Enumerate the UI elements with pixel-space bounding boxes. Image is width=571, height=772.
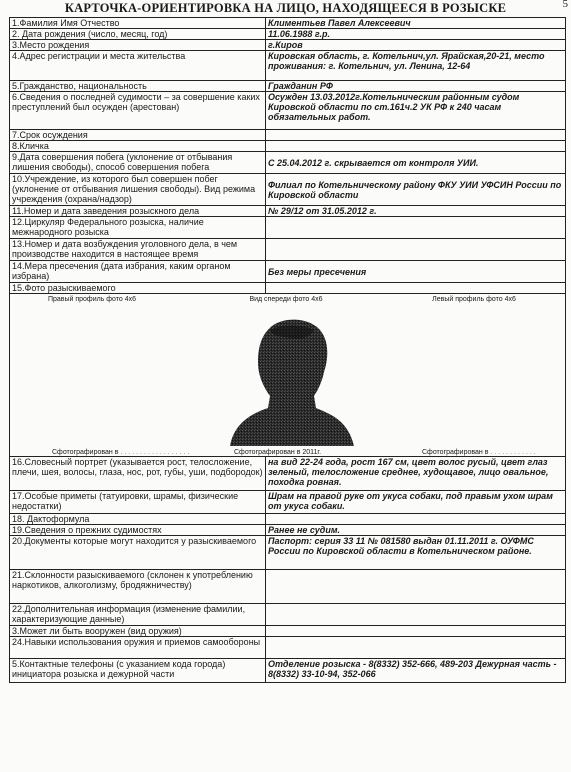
- front-view-label: Вид спереди фото 4х6: [249, 296, 323, 303]
- row-label: 10.Учреждение, из которого был совершен побег (уклонение от отбывания лишения свободы). Вид режима учреждения (охрана/надзор): [10, 174, 266, 206]
- row-label: 18. Дактоформула: [10, 514, 266, 525]
- table-row: [10, 141, 566, 152]
- row-value: [266, 626, 566, 637]
- row-label: 14.Мера пресечения (дата избрания, каким органом избрана): [10, 261, 266, 283]
- row-label: 5.Гражданство, национальность: [10, 81, 266, 92]
- row-value: на вид 22-24 года, рост 167 см, цвет волос русый, цвет глаз зеленый, телосложение среднее, худощавое, лицо овальное, походка ровная.: [266, 457, 566, 491]
- right-profile-caption: [52, 448, 191, 457]
- table-row: [10, 92, 566, 130]
- table-row: [10, 514, 566, 525]
- right-profile-label: Правый профиль фото 4х6: [47, 296, 137, 303]
- photo-row: [10, 294, 566, 457]
- left-profile-caption: [422, 448, 538, 457]
- row-value: [266, 130, 566, 141]
- row-value: Отделение розыска - 8(8332) 352-666, 489-203 Дежурная часть - 8(8332) 33-10-94, 352-066: [266, 659, 566, 683]
- row-label: 2. Дата рождения (число, месяц, год): [10, 29, 266, 40]
- table-row: [10, 457, 566, 491]
- table-row: [10, 637, 566, 659]
- row-value: 11.06.1988 г.р.: [266, 29, 566, 40]
- table-row: [10, 283, 566, 294]
- row-label: 13.Номер и дата возбуждения уголовного дела, в чем производстве находится в настоящее время: [10, 239, 266, 261]
- row-label: 12.Циркуляр Федерального розыска, наличие межнародного розыска: [10, 217, 266, 239]
- table-row: [10, 659, 566, 683]
- row-value: [266, 514, 566, 525]
- row-value: [266, 283, 566, 294]
- row-label: 21.Склонности разыскиваемого (склонен к употреблению наркотиков, алкоголизму, бродяжничеству): [10, 570, 266, 604]
- row-label: 22.Дополнительная информация (изменение фамилии, характеризующие данные): [10, 604, 266, 626]
- row-value: Филиал по Котельническому району ФКУ УИИ УФСИН России по Кировской области: [266, 174, 566, 206]
- row-label: 16.Словесный портрет (указывается рост, телосложение, плечи, шея, волосы, глаза, нос, рот, губы, уши, подбородок): [10, 457, 266, 491]
- table-row: [10, 217, 566, 239]
- caption-text: Сфотографирован в: [52, 449, 119, 456]
- table-row: [10, 29, 566, 40]
- row-value: Без меры пресечения: [266, 261, 566, 283]
- wanted-card-table: [9, 17, 566, 683]
- row-value: [266, 217, 566, 239]
- row-value: Ранее не судим.: [266, 525, 566, 536]
- table-row: [10, 18, 566, 29]
- row-value: Кировская область, г. Котельнич,ул. Ярайская,20-21, место проживания: г. Котельнич, ул. Ленина, 12-64: [266, 51, 566, 81]
- row-label: 7.Срок осуждения: [10, 130, 266, 141]
- left-profile-label: Левый профиль фото 4х6: [432, 296, 516, 303]
- row-value: [266, 637, 566, 659]
- table-row: [10, 81, 566, 92]
- table-row: [10, 130, 566, 141]
- document-title: КАРТОЧКА-ОРИЕНТИРОВКА НА ЛИЦО, НАХОДЯЩЕЕСЯ В РОЗЫСКЕ: [64, 1, 507, 15]
- row-label: 3.Место рождения: [10, 40, 266, 51]
- row-label: 4.Адрес регистрации и места жительства: [10, 51, 266, 81]
- table-row: [10, 174, 566, 206]
- row-value: [266, 604, 566, 626]
- row-value: [266, 570, 566, 604]
- row-value: Осужден 13.03.2012г.Котельническим районным судом Кировской области по ст.161ч.2 УК РФ к 240 часам обязательных работ.: [266, 92, 566, 130]
- row-value: № 29/12 от 31.05.2012 г.: [266, 206, 566, 217]
- row-label: 9.Дата совершения побега (уклонение от отбывания лишения свободы), способ совершения побега: [10, 152, 266, 174]
- row-label: 17.Особые приметы (татуировки, шрамы, физические недостатки): [10, 491, 266, 514]
- row-value: Шрам на правой руке от укуса собаки, под правым ухом шрам от укуса собаки.: [266, 491, 566, 514]
- row-value: [266, 239, 566, 261]
- row-label: 8.Кличка: [10, 141, 266, 152]
- table-row: [10, 51, 566, 81]
- row-label: 24.Навыки использования оружия и приемов самообороны: [10, 637, 266, 659]
- table-row: [10, 206, 566, 217]
- table-row: [10, 604, 566, 626]
- suspect-photo: [230, 316, 355, 446]
- table-row: [10, 40, 566, 51]
- row-label: 6.Сведения о последней судимости – за совершение каких преступлений был осужден (арестован): [10, 92, 266, 130]
- page-number: 5: [562, 0, 568, 10]
- table-row: [10, 525, 566, 536]
- row-label: 19.Сведения о прежних судимостях: [10, 525, 266, 536]
- row-value: С 25.04.2012 г. скрывается от контроля УИИ.: [266, 152, 566, 174]
- row-label: 5.Контактные телефоны (с указанием кода города) инициатора розыска и дежурной части: [10, 659, 266, 683]
- table-row: [10, 491, 566, 514]
- table-row: [10, 152, 566, 174]
- caption-text: Сфотографирован в: [422, 449, 489, 456]
- table-row: [10, 239, 566, 261]
- row-label: 11.Номер и дата заведения розыскного дела: [10, 206, 266, 217]
- row-value: г.Киров: [266, 40, 566, 51]
- row-value: Гражданин РФ: [266, 81, 566, 92]
- row-label: 1.Фамилия Имя Отчество: [10, 18, 266, 29]
- table-row: [10, 626, 566, 637]
- caption-dots: ............: [490, 449, 538, 456]
- row-value: Климентьев Павел Алексеевич: [266, 18, 566, 29]
- table-row: [10, 261, 566, 283]
- row-value: [266, 141, 566, 152]
- row-value: Паспорт: серия 33 11 № 081580 выдан 01.11.2011 г. ОУФМС России по Кировской области в Котельническом районе.: [266, 536, 566, 570]
- caption-dots: ..................: [120, 449, 192, 456]
- photo-area: [12, 294, 563, 456]
- row-label: 3.Может ли быть вооружен (вид оружия): [10, 626, 266, 637]
- photo-cell: [10, 294, 566, 457]
- table-row: [10, 570, 566, 604]
- front-view-caption: Сфотографирован в 2011г.: [234, 449, 322, 456]
- row-label: 15.Фото разыскиваемого: [10, 283, 266, 294]
- row-label: 20.Документы которые могут находится у разыскиваемого: [10, 536, 266, 570]
- table-row: [10, 536, 566, 570]
